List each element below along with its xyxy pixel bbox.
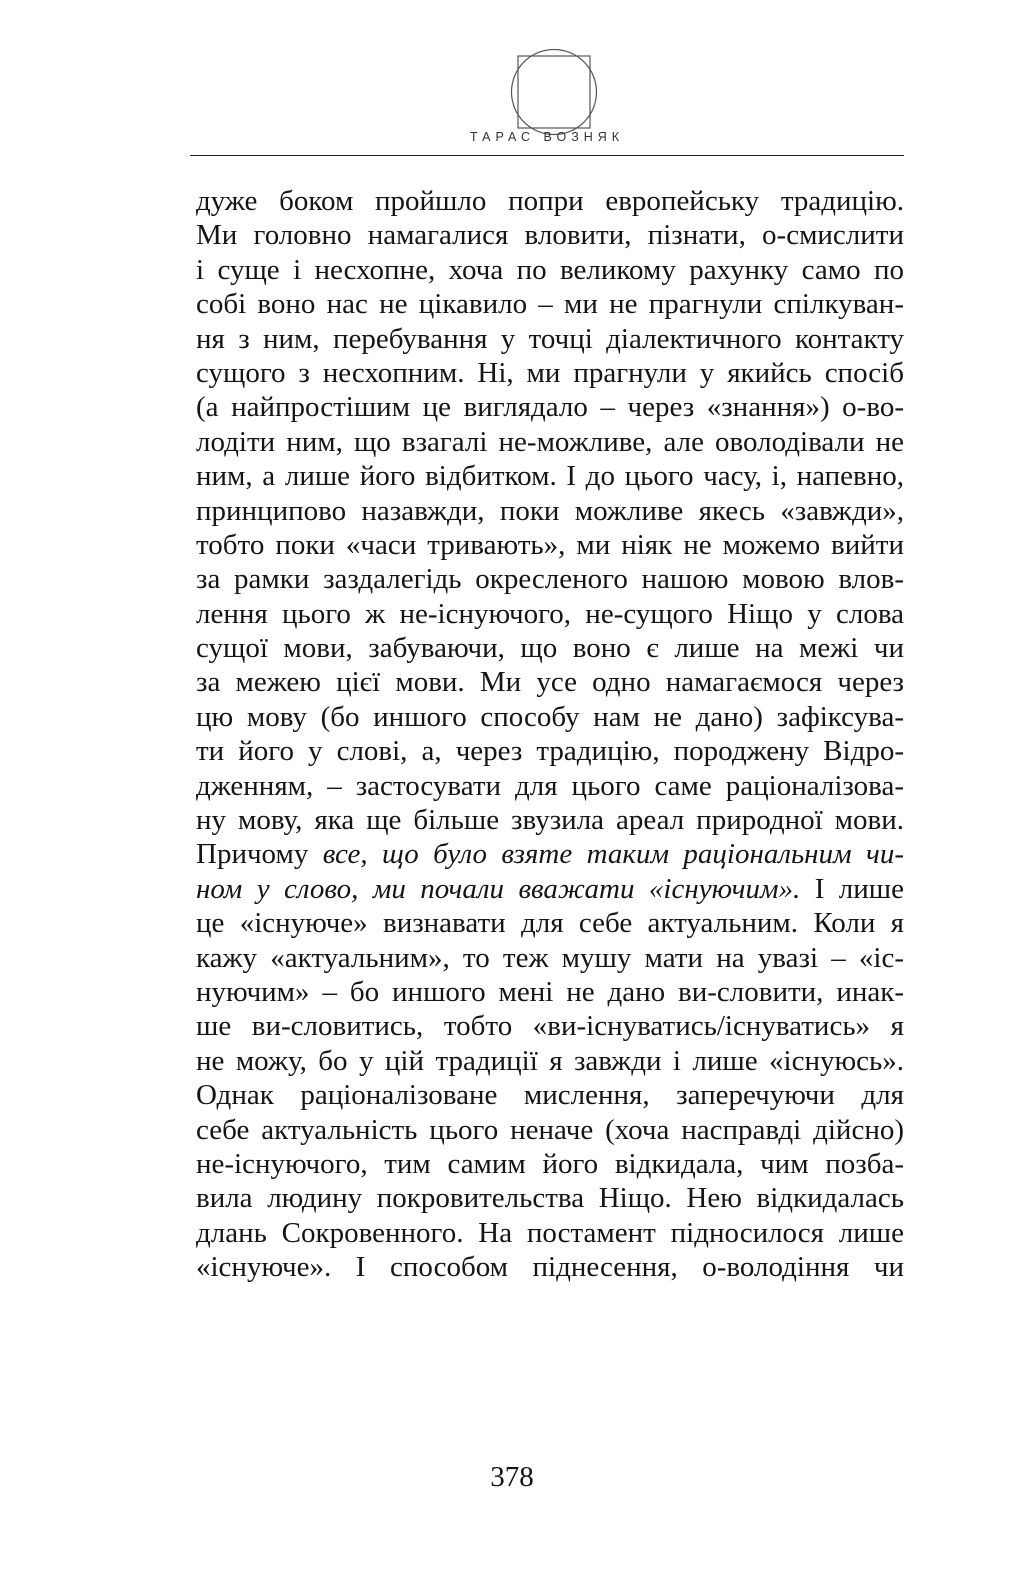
text-line [196,769,904,803]
text-line [196,597,904,631]
text-line-content: Причому [196,838,323,871]
text-line-content: дженням, – застосувати для цього саме раціоналізова- [196,769,904,802]
text-line-content: вила людину покровительства Ніщо. Нею відкидалась [196,1182,904,1215]
text-line [196,1009,904,1043]
text-line-content: принципово назавжди, поки можливе якесь «завжди», [196,494,904,527]
running-head-author: ТАРАС ВОЗНЯК [469,130,625,144]
text-line-content: не-існуючого, тим самим його відкидала, чим позба- [196,1147,904,1180]
text-line [196,218,904,252]
text-line [196,1113,904,1147]
text-line-content: сущої мови, забуваючи, що воно є лише на межі чи [196,632,904,665]
text-line [196,184,904,218]
page-number: 378 [490,1461,534,1493]
circle-square-logo-icon [510,48,598,136]
text-line-content: «існуюче». І способом піднесення, о-володіння чи [196,1251,904,1284]
text-line [196,1250,904,1284]
text-line [196,1147,904,1181]
text-line [196,287,904,321]
text-line [196,1078,904,1112]
text-line-content: лодіти ним, що взагалі не-можливе, але оволодівали не [196,425,904,458]
text-line-content: дуже боком пройшло попри европейську традицію. [196,185,904,217]
text-line-content: за межею цієї мови. Ми усе одно намагаємося через [196,666,904,699]
italic-emphasis: ном у слово, ми почали вважати «існуючим». [196,872,801,905]
text-line-content: і суще і несхопне, хоча по великому рахунку само по [196,253,904,286]
text-line [196,494,904,528]
text-line-content: ня з ним, перебування у точці діалектичного контакту [196,322,904,355]
text-line [196,837,904,871]
text-line-content: собі воно нас не цікавило – ми не прагнули спілкуван- [196,288,904,321]
text-line [196,322,904,356]
text-line-content: себе актуальність цього неначе (хоча насправді дійсно) [196,1113,904,1146]
text-line-content: не можу, бо у цій традиції я завжди і лише «існуюсь». [196,1044,904,1077]
text-line [196,665,904,699]
text-line-content: цю мову (бо иншого способу нам не дано) зафіксува- [196,700,904,733]
text-line [196,700,904,734]
text-line-content: за рамки заздалегідь окресленого нашою мовою влов- [196,563,904,596]
text-line [196,941,904,975]
text-line-content: лення цього ж не-існуючого, не-сущого Ніщо у слова [196,597,904,630]
header-rule [190,155,904,156]
text-line [196,356,904,390]
text-line [196,906,904,940]
text-line [196,253,904,287]
text-line [196,459,904,493]
italic-emphasis: все, що було взяте таким раціональним чи- [322,838,904,871]
text-line [196,872,904,906]
text-line [196,631,904,665]
text-line-content: ним, а лише його відбитком. І до цього часу, і, напевно, [196,460,904,493]
text-line [196,1181,904,1215]
text-line-content: І лише [800,872,904,905]
text-line-content: Ми головно намагалися вловити, пізнати, о-смислити [196,219,904,252]
text-line [196,425,904,459]
text-line-content: сущого з несхопним. Ні, ми прагнули у якийсь спосіб [196,356,904,389]
text-line-content: тобто поки «часи тривають», ми ніяк не можемо вийти [196,528,904,561]
body-text [196,184,904,1285]
text-line-content: (а найпростішим це виглядало – через «знання») о-во- [196,391,904,424]
text-line-content: ти його у слові, а, через традицію, породжену Відро- [196,735,904,768]
text-line [196,562,904,596]
text-line-content: кажу «актуальним», то теж мушу мати на увазі – «іс- [196,941,904,974]
text-line [196,390,904,424]
text-line-content: длань Сокровенного. На постамент підносилося лише [196,1216,904,1249]
text-line-content: ше ви-словитись, тобто «ви-існуватись/існуватись» я [196,1010,904,1043]
text-line [196,1044,904,1078]
text-line-content: Однак раціоналізоване мислення, заперечуючи для [196,1079,904,1112]
text-line-content: це «існуюче» визнавати для себе актуальним. Коли я [196,907,904,940]
text-line [196,734,904,768]
text-line-content: нуючим» – бо иншого мені не дано ви-словити, инак- [196,975,904,1008]
text-line [196,528,904,562]
text-line-content: ну мову, яка ще більше звузила ареал природної мови. [196,804,904,837]
text-line [196,1216,904,1250]
text-line [196,975,904,1009]
text-line [196,803,904,837]
